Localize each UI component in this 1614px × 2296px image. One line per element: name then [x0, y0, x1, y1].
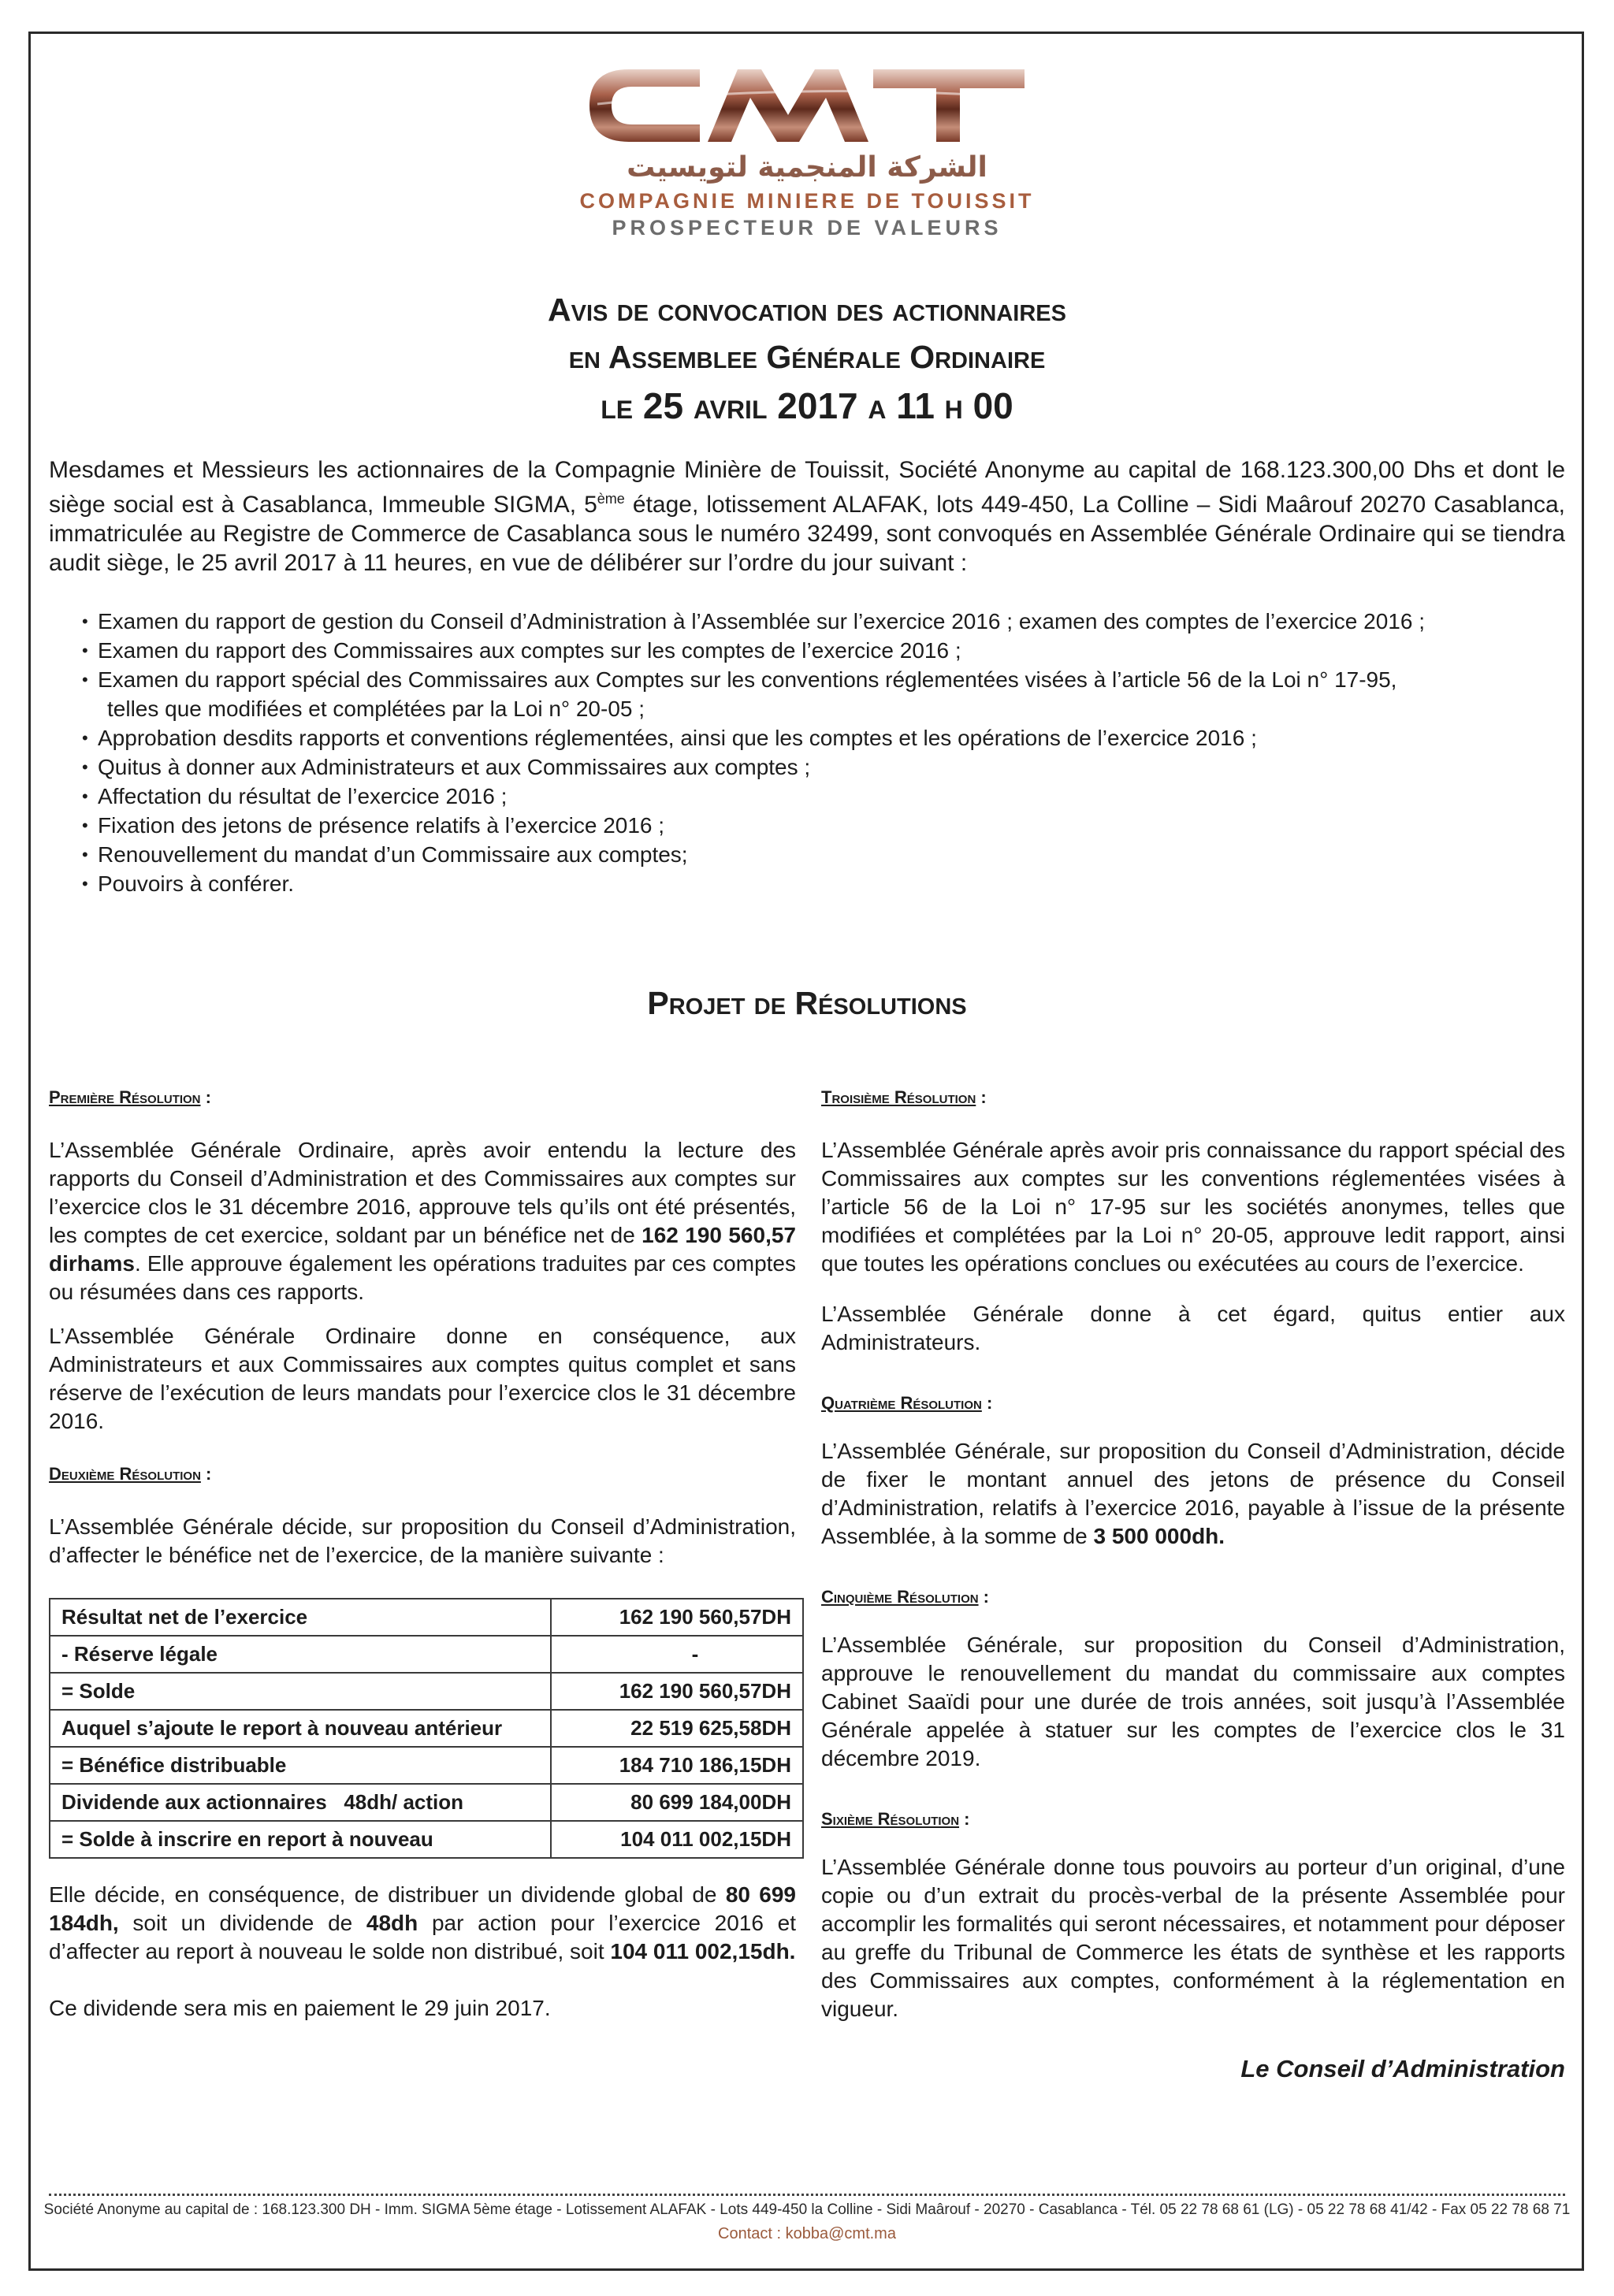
profit-allocation-table — [49, 1598, 804, 1859]
resolution-2-dividend: Elle décide, en conséquence, de distribuer un dividende global de 80 699 184dh, soit un dividende de 48dh par action pour l’exercice 2016 et d’affecter au report à nouveau le solde non distribué, soit 104 011 002,15dh. — [49, 1882, 796, 1963]
footer-contact: Contact : kobba@cmt.ma — [718, 2225, 896, 2242]
table-row — [50, 1821, 803, 1858]
table-value: 162 190 560,57DH — [551, 1599, 803, 1636]
resolution-6-text: L’Assemblée Générale donne tous pouvoirs au porteur d’un original, d’une copie ou d’un extrait du procès-verbal de la présente Assemblée pour accomplir les formalités qui seront nécessaires, et notamment pour déposer au greffe du Tribunal de Commerce les états de synthèse et les rapports des Commissaires aux comptes, conformément à la réglementation en vigueur. — [821, 1855, 1565, 2021]
resolution-2-text: L’Assemblée Générale décide, sur proposition du Conseil d’Administration, d’affecter le bénéfice net de l’exercice, de la manière suivante : — [49, 1514, 796, 1567]
company-logo — [0, 63, 1614, 244]
table-value: - — [551, 1636, 803, 1673]
logo-arabic-name: الشركة المنجمية لتويسيت — [627, 151, 987, 184]
resolution-1-text: L’Assemblée Générale Ordinaire, après avoir entendu la lecture des rapports du Conseil d’Administration et des Commissaires aux comptes sur l’exercice clos le 31 décembre 2016, approuve tels qu’ils ont été présentés, les comptes de cet exercice, soldant par un bénéfice net de 162 190 560,57 dirhams. Elle approuve également les opérations traduites par ces comptes ou résumées dans ces rapports. — [49, 1138, 796, 1304]
agenda-item: • Fixation des jetons de présence relatifs à l’exercice 2016 ; — [85, 811, 1567, 840]
table-row — [50, 1784, 803, 1821]
signature: Le Conseil d’Administration — [1240, 2055, 1565, 2082]
resolution-4-text: L’Assemblée Générale, sur proposition du Conseil d’Administration, décide de fixer le montant annuel des jetons de présence du Conseil d’Administration, relatifs à l’exercice 2016, payable à l’issue de la présente Assemblée, à la somme de 3 500 000dh. — [821, 1439, 1565, 1548]
agenda-item: • Affectation du résultat de l’exercice 2016 ; — [85, 782, 1567, 811]
agenda-item: • Examen du rapport de gestion du Conseil d’Administration à l’Assemblée sur l’exercice 2016 ; examen des comptes de l’exercice 2016 ; — [85, 607, 1567, 636]
resolution-1-heading: Première Résolution : — [49, 1087, 211, 1107]
table-row — [50, 1710, 803, 1747]
table-label: = Solde — [50, 1673, 551, 1710]
logo-tagline: PROSPECTEUR DE VALEURS — [612, 216, 1002, 240]
resolution-5-heading: Cinquième Résolution : — [821, 1587, 990, 1607]
notice-title-line-2: en Assemblee Générale Ordinaire — [568, 339, 1046, 375]
resolution-3-text: L’Assemblée Générale après avoir pris connaissance du rapport spécial des Commissaires aux comptes sur les conventions réglementées visées à l’article 56 de la Loi n° 17-95 sur les sociétés anonymes, telles que modifiées et complétées par la Loi n° 20-05, approuve ledit rapport, ainsi que toutes les opérations conclues ou exécutées au cours de l’exercice. — [821, 1138, 1565, 1276]
table-label: Auquel s’ajoute le report à nouveau antérieur — [50, 1710, 551, 1747]
agenda-list — [85, 607, 1567, 898]
notice-title-line-3: le 25 avril 2017 a 11 h 00 — [601, 385, 1013, 426]
resolution-4-heading: Quatrième Résolution : — [821, 1393, 993, 1413]
resolutions-title: Projet de Résolutions — [647, 985, 967, 1021]
cmt-logo-mark — [582, 63, 1032, 148]
table-label: = Solde à inscrire en report à nouveau — [50, 1821, 551, 1858]
table-value: 22 519 625,58DH — [551, 1710, 803, 1747]
table-row — [50, 1673, 803, 1710]
table-label: - Réserve légale — [50, 1636, 551, 1673]
table-label: = Bénéfice distribuable — [50, 1747, 551, 1784]
table-row — [50, 1747, 803, 1784]
resolution-3-heading: Troisième Résolution : — [821, 1087, 987, 1107]
agenda-item: • Examen du rapport spécial des Commissaires aux Comptes sur les conventions réglementées visées à l’article 56 de la Loi n° 17-95, — [85, 665, 1567, 694]
table-label: Dividende aux actionnaires 48dh/ action — [50, 1784, 551, 1821]
notice-title-line-1: Avis de convocation des actionnaires — [548, 292, 1066, 328]
agenda-item: • Approbation desdits rapports et conventions réglementées, ainsi que les comptes et les opérations de l’exercice 2016 ; — [85, 723, 1567, 752]
right-column — [821, 1087, 1565, 2083]
agenda-item-continuation: telles que modifiées et complétées par la Loi n° 20-05 ; — [107, 697, 645, 721]
table-row — [50, 1636, 803, 1673]
intro-paragraph: Mesdames et Messieurs les actionnaires de la Compagnie Minière de Touissit, Société Anonyme au capital de 168.123.300,00 Dhs et dont le siège social est à Casablanca, Immeuble SIGMA, 5ème étage, lotissement ALAFAK, lots 449-450, La Colline – Sidi Maârouf 20270 Casablanca, immatriculée au Registre de Commerce de Casablanca sous le numéro 32499, sont convoqués en Assemblée Générale Ordinaire qui se tiendra audit siège, le 25 avril 2017 à 11 heures, en vue de délibérer sur l’ordre du jour suivant : — [49, 457, 1565, 576]
resolution-3-quitus: L’Assemblée Générale donne à cet égard, quitus entier aux Administrateurs. — [821, 1302, 1565, 1354]
table-label: Résultat net de l’exercice — [50, 1599, 551, 1636]
table-value: 184 710 186,15DH — [551, 1747, 803, 1784]
resolution-5-text: L’Assemblée Générale, sur proposition du Conseil d’Administration, approuve le renouvellement du mandat du commissaire aux comptes Cabinet Saaïdi pour une durée de trois années, soit jusqu’à l’Assemblée Générale appelée à statuer sur les comptes de l’exercice clos le 31 décembre 2019. — [821, 1633, 1565, 1770]
agenda-item: • Renouvellement du mandat d’un Commissaire aux comptes; — [85, 840, 1567, 869]
resolution-1-quitus: L’Assemblée Générale Ordinaire donne en conséquence, aux Administrateurs et aux Commissaires aux comptes quitus complet et sans réserve de l’exécution de leurs mandats pour l’exercice clos le 31 décembre 2016. — [49, 1324, 796, 1433]
resolution-2-heading: Deuxième Résolution : — [49, 1464, 212, 1484]
footer-company-info: Société Anonyme au capital de : 168.123.300 DH - Imm. SIGMA 5ème étage - Lotissement ALAFAK - Lots 449-450 la Colline - Sidi Maârouf - 20270 - Casablanca - Tél. 05 22 78 68 61 (LG) - 05 22 78 68 41/42 - Fax 05 22 78 68 71 — [43, 2201, 1571, 2218]
table-value: 80 699 184,00DH — [551, 1784, 803, 1821]
agenda-item: • Examen du rapport des Commissaires aux comptes sur les comptes de l’exercice 2016 ; — [85, 636, 1567, 665]
agenda-item: • Quitus à donner aux Administrateurs et aux Commissaires aux comptes ; — [85, 752, 1567, 782]
resolution-6-heading: Sixième Résolution : — [821, 1809, 970, 1829]
table-value: 162 190 560,57DH — [551, 1673, 803, 1710]
logo-company-name: COMPAGNIE MINIERE DE TOUISSIT — [579, 189, 1035, 213]
left-column — [49, 1087, 796, 2023]
footer-divider — [49, 2194, 1565, 2196]
table-row — [50, 1599, 803, 1636]
table-value: 104 011 002,15DH — [551, 1821, 803, 1858]
agenda-item: • Pouvoirs à conférer. — [85, 869, 1567, 898]
resolution-2-payment-date: Ce dividende sera mis en paiement le 29 juin 2017. — [49, 1996, 551, 2020]
